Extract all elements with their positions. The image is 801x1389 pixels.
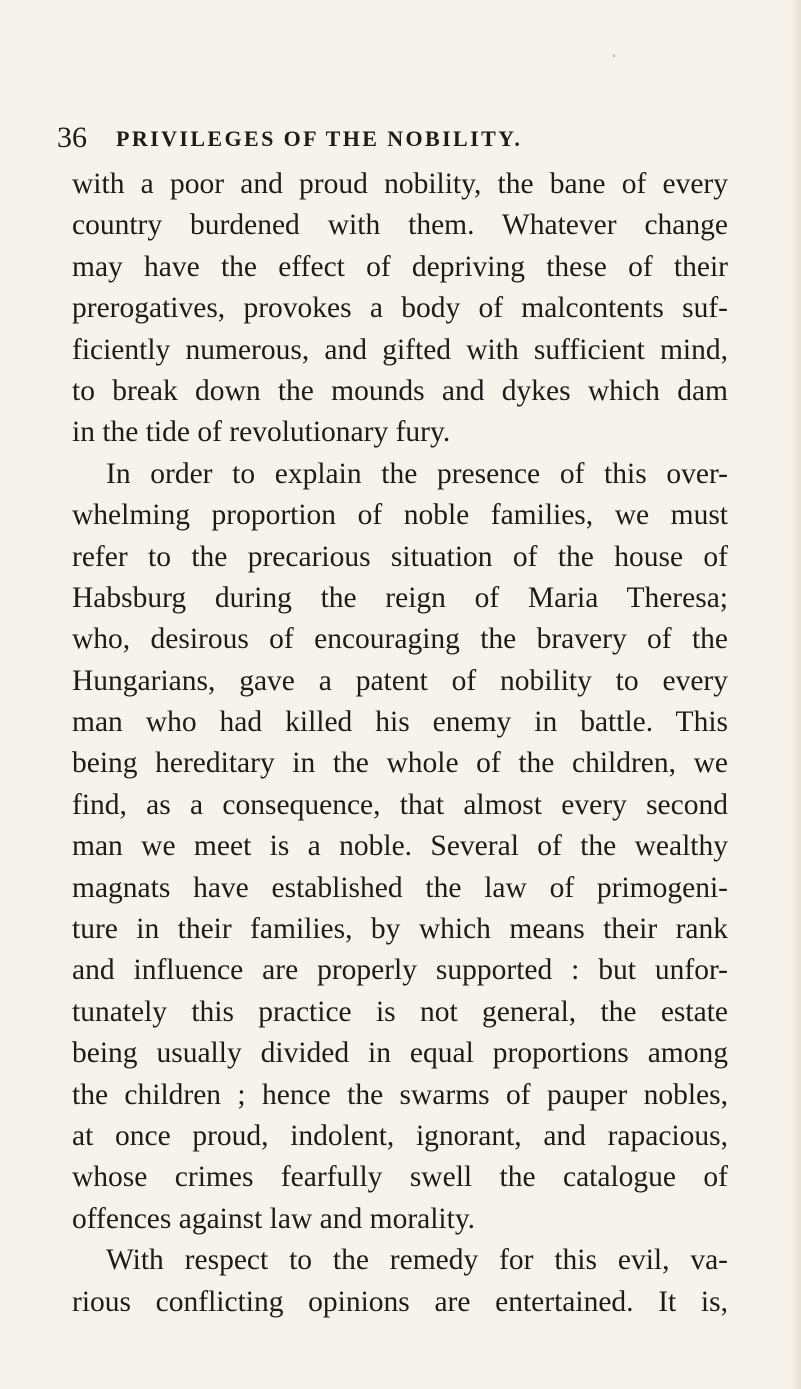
text-line: with a poor and proud nobility, the bane of every [72,168,728,200]
text-line: whose crimes fearfully swell the catalogue of [72,1161,728,1194]
text-line: whelming proportion of noble families, we must [72,499,728,532]
text-line: may have the effect of depriving these of their [72,250,728,283]
text-line: who, desirous of encouraging the bravery of the [72,623,728,656]
running-head: PRIVILEGES OF THE NOBILITY. [116,126,523,151]
text-line: in the tide of revolutionary fury. [72,416,451,449]
text-line: Hungarians, gave a patent of nobility to every [72,664,728,697]
ink-speck: ˚ [612,52,616,66]
text-line: prerogatives, provokes a body of malcontents suf- [72,292,728,325]
text-line: man we meet is a noble. Several of the wealthy [72,830,728,863]
text-line: In order to explain the presence of this over- [106,457,728,490]
text-line: being usually divided in equal proportions among [72,1037,728,1070]
page-number: 36 [57,121,87,154]
text-line: tunately this practice is not general, the estate [72,995,728,1028]
text-line: the children ; hence the swarms of pauper nobles, [72,1078,728,1111]
body-text [72,164,728,1323]
text-line: country burdened with them. Whatever change [72,209,728,242]
text-line: magnats have established the law of primogeni- [72,871,728,904]
text-line: refer to the precarious situation of the house of [72,540,728,573]
text-line: offences against law and morality. [72,1202,476,1235]
text-line: being hereditary in the whole of the children, we [72,747,728,780]
text-line: Habsburg during the reign of Maria Theresa; [72,581,728,614]
text-line: at once proud, indolent, ignorant, and rapacious, [72,1119,728,1152]
text-line: find, as a consequence, that almost every second [72,788,728,821]
text-line: With respect to the remedy for this evil, va- [106,1244,728,1277]
text-line: ture in their families, by which means their rank [72,913,728,946]
text-line: ficiently numerous, and gifted with sufficient mind, [72,333,728,366]
text-line: and influence are properly supported : but unfor- [72,954,728,987]
text-line: rious conflicting opinions are entertained. It is, [72,1285,728,1318]
page-edge-shadow [791,0,801,1389]
text-line: to break down the mounds and dykes which dam [72,374,728,407]
text-line: man who had killed his enemy in battle. This [72,706,728,739]
page-header [0,118,801,158]
